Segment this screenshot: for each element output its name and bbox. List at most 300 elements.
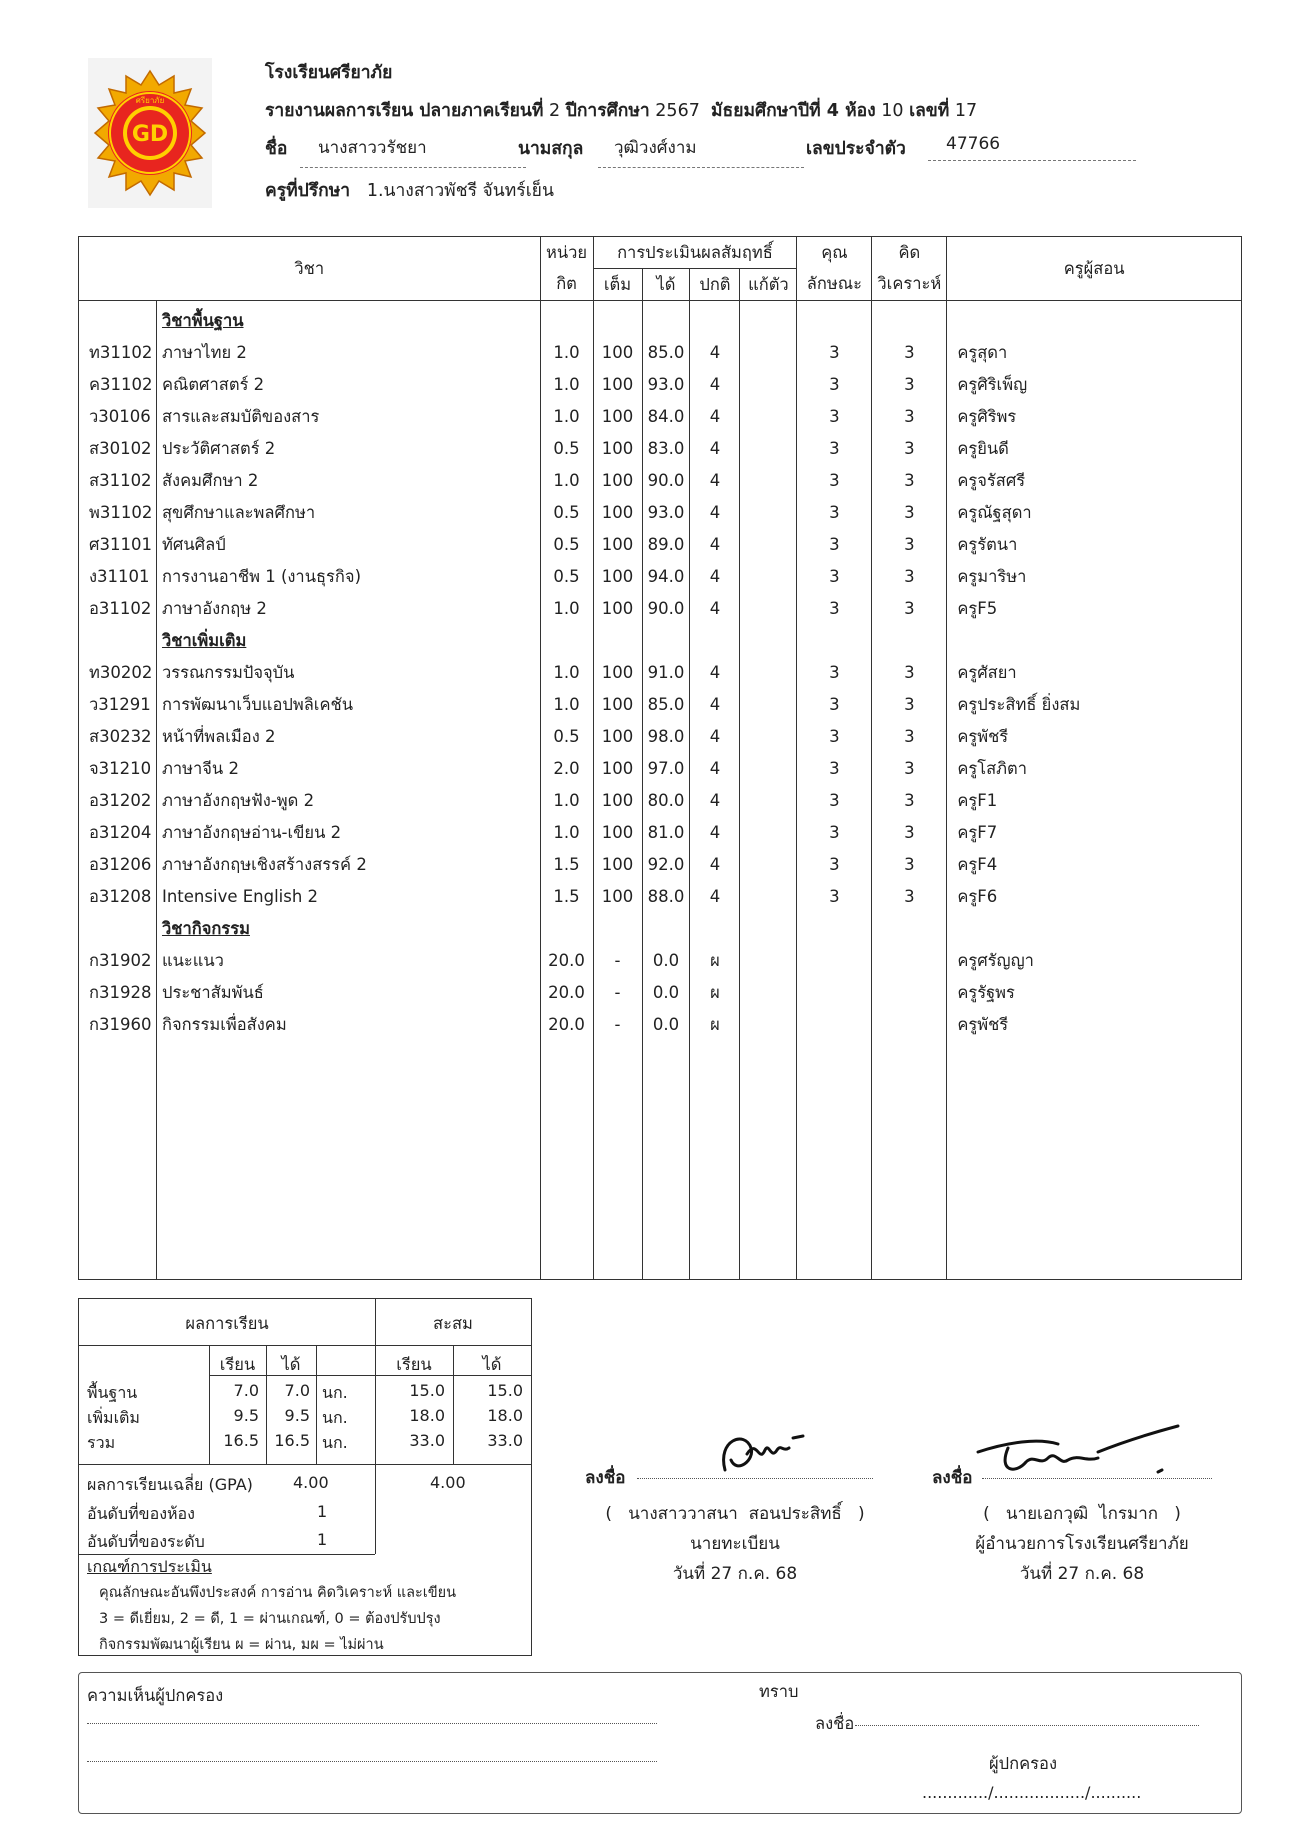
section-spacer [740, 305, 796, 337]
header-got: ได้ [642, 269, 690, 301]
subject-fix [740, 849, 796, 881]
subject-fix [740, 753, 796, 785]
section-spacer [740, 913, 796, 945]
advisor-label: ครูที่ปรึกษา [265, 181, 351, 201]
subject-full: 100 [601, 663, 634, 682]
subject-char: 3 [829, 567, 840, 586]
subject-think: 3 [904, 567, 915, 586]
subject-normal: 4 [709, 887, 721, 906]
subject-char: 3 [829, 503, 840, 522]
summary-row-cum-study: 15.0 [409, 1381, 445, 1400]
subject-unit: 1.5 [553, 887, 580, 906]
subject-fix [740, 657, 796, 689]
subject-got: 81.0 [647, 823, 685, 842]
subject-code: ส31102 [89, 471, 152, 490]
section-spacer [594, 625, 642, 657]
subject-think: 3 [904, 375, 915, 394]
section-spacer [872, 305, 946, 337]
gpa-label: ผลการเรียนเฉลี่ย (GPA) [87, 1475, 253, 1494]
subject-got: 85.0 [647, 695, 685, 714]
subject-got: 93.0 [647, 375, 685, 394]
subject-code: ส30232 [89, 727, 152, 746]
subject-full: 100 [601, 823, 634, 842]
subject-char: 3 [829, 535, 840, 554]
section-spacer [690, 625, 739, 657]
subject-normal: ผ [710, 983, 720, 1002]
room-value: 10 [881, 101, 904, 121]
subject-teacher: ครูศิริเพ็ญ [957, 375, 1028, 394]
subject-name: ภาษาอังกฤษฟัง-พูด 2 [161, 791, 315, 810]
subject-full: - [614, 951, 621, 970]
name-value: นางสาววรัชยา [300, 134, 526, 168]
summary-row-study: 16.5 [223, 1431, 259, 1450]
subject-got: 85.0 [647, 343, 685, 362]
subject-unit: 1.0 [553, 343, 580, 362]
subject-code: ง31101 [89, 567, 150, 586]
subject-fix [740, 689, 796, 721]
rank-room-value: 1 [317, 1502, 328, 1521]
subject-got: 97.0 [647, 759, 685, 778]
summary-table [78, 1298, 532, 1656]
director-date: วันที่ 27 ก.ค. 68 [1019, 1564, 1145, 1584]
header-normal: ปกติ [690, 269, 740, 301]
school-logo [88, 58, 212, 208]
subject-name: ภาษาจีน 2 [161, 759, 239, 778]
subject-think: 3 [904, 823, 915, 842]
subject-teacher: ครูศัสยา [957, 663, 1017, 682]
subject-teacher: ครูศิริพร [957, 407, 1017, 426]
subject-teacher: ครูโสภิตา [957, 759, 1028, 778]
subject-normal: 4 [709, 407, 721, 426]
subject-teacher: ครูสุดา [957, 343, 1008, 362]
subject-full: 100 [601, 471, 634, 490]
summary-row-unit: นก. [322, 1433, 348, 1452]
subject-char: 3 [829, 823, 840, 842]
subject-think: 3 [904, 855, 915, 874]
section-spacer [690, 305, 739, 337]
surname-value: วุฒิวงศ์งาม [598, 134, 804, 168]
subject-fix [740, 401, 796, 433]
registrar-sign-label: ลงชื่อ [585, 1468, 626, 1488]
summary-row-label: พื้นฐาน [87, 1383, 138, 1402]
subject-got: 0.0 [652, 1015, 680, 1034]
header-char-top: คุณ [797, 237, 872, 269]
section-heading: วิชากิจกรรม [161, 919, 250, 938]
section-spacer [690, 913, 739, 945]
subject-think: 3 [904, 695, 915, 714]
subject-fix [740, 497, 796, 529]
subject-code: อ31202 [89, 791, 152, 810]
subject-name: สุขศึกษาและพลศึกษา [161, 503, 316, 522]
subject-full: 100 [601, 599, 634, 618]
summary-row-unit: นก. [322, 1408, 348, 1427]
svg-text:ศรียาภัย: ศรียาภัย [135, 96, 165, 105]
subject-full: 100 [601, 375, 634, 394]
parent-date-line: ............./................../.......... [922, 1783, 1142, 1802]
summary-row-got: 16.5 [274, 1431, 310, 1450]
subject-code: ก31902 [89, 951, 152, 970]
summary-row-cum-got: 18.0 [487, 1406, 523, 1425]
director-sign-line [982, 1478, 1212, 1479]
subject-code: อ31204 [89, 823, 152, 842]
section-spacer [740, 625, 796, 657]
subject-teacher: ครูประสิทธิ์ ยิ่งสม [957, 695, 1081, 714]
subject-name: ภาษาไทย 2 [161, 343, 247, 362]
subject-think: 3 [904, 791, 915, 810]
subject-char: 3 [829, 727, 840, 746]
school-name: โรงเรียนศรียาภัย [265, 63, 393, 83]
subject-unit: 1.0 [553, 823, 580, 842]
subject-code: ว30106 [89, 407, 151, 426]
subject-teacher: ครูพัชรี [957, 1015, 1009, 1034]
header-think-top: คิด [872, 237, 947, 269]
section-spacer [797, 913, 871, 945]
svg-text:GD: GD [131, 122, 169, 147]
subject-code: ก31960 [89, 1015, 152, 1034]
section-spacer [643, 305, 690, 337]
subject-code: ก31928 [89, 983, 152, 1002]
subject-name: Intensive English 2 [161, 887, 319, 906]
subject-fix [740, 945, 796, 977]
subject-normal: 4 [709, 471, 721, 490]
subject-code: พ31102 [89, 503, 153, 522]
number-value: 17 [954, 101, 978, 121]
student-id-value: 47766 [928, 134, 1136, 161]
subject-code: ท31102 [89, 343, 153, 362]
section-heading: วิชาเพิ่มเติม [161, 631, 247, 650]
subject-name: ภาษาอังกฤษ 2 [161, 599, 267, 618]
subject-code: ท30202 [89, 663, 153, 682]
header-unit-bottom: กิต [540, 269, 593, 301]
subject-fix [740, 785, 796, 817]
section-spacer [872, 625, 946, 657]
subject-got: 0.0 [652, 951, 680, 970]
subject-char: 3 [829, 855, 840, 874]
header-fix: แก้ตัว [740, 269, 797, 301]
subject-char: 3 [829, 695, 840, 714]
subject-normal: 4 [709, 567, 721, 586]
subject-normal: 4 [709, 855, 721, 874]
subject-code: ว31291 [89, 695, 151, 714]
subject-full: 100 [601, 887, 634, 906]
section-heading: วิชาพื้นฐาน [161, 311, 244, 330]
section-spacer [643, 913, 690, 945]
director-signature [968, 1422, 1208, 1492]
subject-unit: 0.5 [553, 503, 580, 522]
report-label: รายงานผลการเรียน ปลายภาคเรียนที่ [265, 101, 544, 121]
subject-teacher: ครูยินดี [957, 439, 1009, 458]
subject-think: 3 [904, 759, 915, 778]
summary-cumulative-header: สะสม [433, 1314, 473, 1333]
subject-think [872, 977, 946, 1009]
subject-unit: 1.0 [553, 663, 580, 682]
subject-name: ทัศนศิลป์ [161, 535, 226, 554]
subject-think: 3 [904, 887, 915, 906]
section-spacer [957, 913, 1241, 945]
subject-got: 83.0 [647, 439, 685, 458]
subject-got: 91.0 [647, 663, 685, 682]
subject-full: - [614, 1015, 621, 1034]
subject-char: 3 [829, 439, 840, 458]
grades-table [78, 236, 1242, 1280]
subject-char: 3 [829, 663, 840, 682]
subject-normal: 4 [709, 535, 721, 554]
summary-row-cum-study: 33.0 [409, 1431, 445, 1450]
subject-full: - [614, 983, 621, 1002]
subject-code: อ31102 [89, 599, 152, 618]
gpa-cum-value: 4.00 [430, 1473, 466, 1492]
summary-row-study: 7.0 [233, 1381, 259, 1400]
subject-normal: 4 [709, 343, 721, 362]
section-spacer [541, 625, 593, 657]
header-full: เต็ม [593, 269, 642, 301]
subject-teacher: ครูพัชรี [957, 727, 1009, 746]
summary-row-label: รวม [87, 1433, 116, 1452]
year-value: 2567 [655, 101, 700, 121]
subject-code: ศ31101 [89, 535, 152, 554]
subject-got: 0.0 [652, 983, 680, 1002]
subject-char [797, 977, 871, 1009]
rank-room-label: อันดับที่ของห้อง [87, 1504, 195, 1523]
subject-fix [740, 433, 796, 465]
advisor-row [265, 176, 554, 204]
parent-opinion-line-2[interactable] [87, 1761, 657, 1762]
parent-opinion-label: ความเห็นผู้ปกครอง [87, 1686, 224, 1705]
subject-full: 100 [601, 759, 634, 778]
subject-full: 100 [601, 503, 634, 522]
criteria-title: เกณฑ์การประเมิน [87, 1557, 212, 1576]
subject-char: 3 [829, 759, 840, 778]
section-spacer [957, 305, 1241, 337]
subject-think: 3 [904, 663, 915, 682]
director-title: ผู้อำนวยการโรงเรียนศรียาภัย [975, 1534, 1189, 1554]
subject-got: 98.0 [647, 727, 685, 746]
section-spacer [89, 913, 156, 945]
section-spacer [89, 305, 156, 337]
parent-opinion-box [78, 1672, 1242, 1814]
subject-think: 3 [904, 599, 915, 618]
subject-teacher: ครูจรัสศรี [957, 471, 1026, 490]
subject-unit: 20.0 [548, 1015, 585, 1034]
subject-unit: 1.0 [553, 791, 580, 810]
subject-think: 3 [904, 727, 915, 746]
rank-level-label: อันดับที่ของระดับ [87, 1532, 205, 1551]
section-spacer [643, 625, 690, 657]
subject-think: 3 [904, 535, 915, 554]
subject-fix [740, 369, 796, 401]
subject-full: 100 [601, 791, 634, 810]
summary-col-study: เรียน [219, 1355, 256, 1374]
subject-full: 100 [601, 855, 634, 874]
subject-fix [740, 881, 796, 913]
subject-char: 3 [829, 599, 840, 618]
summary-row-cum-got: 33.0 [487, 1431, 523, 1450]
subject-code: อ31206 [89, 855, 152, 874]
subject-normal: 4 [709, 599, 721, 618]
subject-fix [740, 593, 796, 625]
subject-think [872, 945, 946, 977]
subject-teacher: ครูณัฐสุดา [957, 503, 1032, 522]
surname-label: นามสกุล [518, 139, 584, 159]
subject-teacher: ครูF7 [957, 823, 998, 842]
parent-ack-label: ทราบ [759, 1682, 799, 1701]
summary-col-cum-got: ได้ [482, 1355, 502, 1374]
parent-sign-label: ลงชื่อ [815, 1714, 855, 1733]
student-id-label: เลขประจำตัว [806, 139, 906, 159]
subject-unit: 1.0 [553, 599, 580, 618]
subject-name: ภาษาอังกฤษอ่าน-เขียน 2 [161, 823, 342, 842]
section-spacer [89, 625, 156, 657]
subject-name: คณิตศาสตร์ 2 [161, 375, 265, 394]
subject-char [797, 1009, 871, 1041]
subject-unit: 1.0 [553, 375, 580, 394]
parent-sign-line[interactable] [855, 1725, 1199, 1726]
registrar-signature [707, 1420, 827, 1490]
subject-char: 3 [829, 407, 840, 426]
subject-got: 90.0 [647, 471, 685, 490]
summary-row-cum-got: 15.0 [487, 1381, 523, 1400]
summary-row-got: 9.5 [284, 1406, 310, 1425]
subject-fix [740, 337, 796, 369]
subject-full: 100 [601, 567, 634, 586]
subject-got: 89.0 [647, 535, 685, 554]
summary-row-cum-study: 18.0 [409, 1406, 445, 1425]
registrar-sign-line [637, 1478, 873, 1479]
subject-normal: 4 [709, 759, 721, 778]
subject-fix [740, 817, 796, 849]
section-spacer [594, 913, 642, 945]
director-sign-label: ลงชื่อ [932, 1468, 973, 1488]
subject-got: 84.0 [647, 407, 685, 426]
subject-think: 3 [904, 503, 915, 522]
subject-got: 80.0 [647, 791, 685, 810]
summary-col-got: ได้ [281, 1355, 301, 1374]
parent-opinion-line-1[interactable] [87, 1723, 657, 1724]
subject-code: ค31102 [89, 375, 153, 394]
criteria-line-3: กิจกรรมพัฒนาผู้เรียน ผ = ผ่าน, มผ = ไม่ผ่าน [99, 1637, 384, 1653]
report-title [265, 96, 977, 124]
header-teacher: ครูผู้สอน [947, 237, 1242, 301]
subject-teacher: ครูF1 [957, 791, 998, 810]
registrar-title: นายทะเบียน [690, 1534, 780, 1554]
header-think-bottom: วิเคราะห์ [872, 269, 947, 301]
subject-normal: ผ [710, 1015, 720, 1034]
summary-col-cum-study: เรียน [396, 1355, 432, 1374]
subject-teacher: ครูรัฐพร [957, 983, 1015, 1002]
subject-teacher: ครูF4 [957, 855, 998, 874]
section-spacer [872, 913, 946, 945]
summary-row-got: 7.0 [284, 1381, 310, 1400]
subject-name: ประชาสัมพันธ์ [161, 983, 264, 1002]
year-label: ปีการศึกษา [565, 101, 650, 121]
subject-name: การงานอาชีพ 1 (งานธุรกิจ) [161, 567, 362, 586]
summary-row-unit: นก. [322, 1383, 348, 1402]
subject-unit: 2.0 [553, 759, 580, 778]
subject-unit: 20.0 [548, 951, 585, 970]
gpa-value: 4.00 [293, 1473, 329, 1492]
subject-normal: 4 [709, 663, 721, 682]
subject-teacher: ครูF5 [957, 599, 998, 618]
grade-label: มัธยมศึกษาปีที่ 4 ห้อง [710, 101, 876, 121]
subject-char [797, 945, 871, 977]
subject-got: 93.0 [647, 503, 685, 522]
subject-unit: 1.0 [553, 471, 580, 490]
summary-result-header: ผลการเรียน [185, 1314, 269, 1333]
subject-fix [740, 561, 796, 593]
subject-unit: 0.5 [553, 439, 580, 458]
subject-think: 3 [904, 407, 915, 426]
header-subject: วิชา [79, 237, 541, 301]
subject-unit: 1.0 [553, 695, 580, 714]
section-spacer [797, 305, 871, 337]
subject-got: 92.0 [647, 855, 685, 874]
subject-fix [740, 1009, 796, 1041]
subject-char: 3 [829, 471, 840, 490]
subject-got: 94.0 [647, 567, 685, 586]
criteria-line-1: คุณลักษณะอันพึงประสงค์ การอ่าน คิดวิเคราะห์ และเขียน [99, 1585, 457, 1601]
subject-got: 90.0 [647, 599, 685, 618]
subject-normal: 4 [709, 727, 721, 746]
subject-full: 100 [601, 535, 634, 554]
subject-char: 3 [829, 375, 840, 394]
subject-think: 3 [904, 343, 915, 362]
section-spacer [541, 913, 593, 945]
subject-name: ภาษาอังกฤษเชิงสร้างสรรค์ 2 [161, 855, 367, 874]
subject-name: สังคมศึกษา 2 [161, 471, 259, 490]
subject-normal: ผ [710, 951, 720, 970]
criteria-line-2: 3 = ดีเยี่ยม, 2 = ดี, 1 = ผ่านเกณฑ์, 0 = ต้องปรับปรุง [99, 1611, 441, 1627]
subject-name: แนะแนว [161, 951, 224, 970]
subject-normal: 4 [709, 823, 721, 842]
subject-full: 100 [601, 439, 634, 458]
subject-teacher: ครูรัตนา [957, 535, 1018, 554]
subject-unit: 0.5 [553, 567, 580, 586]
subject-unit: 0.5 [553, 727, 580, 746]
semester-value: 2 [549, 101, 561, 121]
subject-name: สารและสมบัติของสาร [161, 407, 320, 426]
subject-fix [740, 721, 796, 753]
subject-teacher: ครูศรัญญา [957, 951, 1034, 970]
subject-think: 3 [904, 471, 915, 490]
subject-normal: 4 [709, 695, 721, 714]
header-unit-top: หน่วย [540, 237, 593, 269]
subject-normal: 4 [709, 503, 721, 522]
subject-full: 100 [601, 695, 634, 714]
subject-think [872, 1009, 946, 1041]
header-char-bottom: ลักษณะ [797, 269, 872, 301]
subject-code: ส30102 [89, 439, 152, 458]
subject-normal: 4 [709, 439, 721, 458]
advisor-value: 1.นางสาวพัชรี จันทร์เย็น [366, 181, 554, 201]
subject-full: 100 [601, 407, 634, 426]
subject-got: 88.0 [647, 887, 685, 906]
subject-full: 100 [601, 727, 634, 746]
section-spacer [957, 625, 1241, 657]
subject-unit: 1.0 [553, 407, 580, 426]
subject-name: วรรณกรรมปัจจุบัน [161, 663, 295, 682]
name-label: ชื่อ [265, 139, 288, 159]
subject-name: ประวัติศาสตร์ 2 [161, 439, 276, 458]
subject-code: จ31210 [89, 759, 152, 778]
rank-level-value: 1 [317, 1530, 328, 1549]
subject-char: 3 [829, 887, 840, 906]
subject-code: อ31208 [89, 887, 152, 906]
summary-row-label: เพิ่มเติม [87, 1408, 140, 1427]
subject-char: 3 [829, 791, 840, 810]
subject-fix [740, 529, 796, 561]
subject-teacher: ครูมาริษา [957, 567, 1027, 586]
subject-char: 3 [829, 343, 840, 362]
